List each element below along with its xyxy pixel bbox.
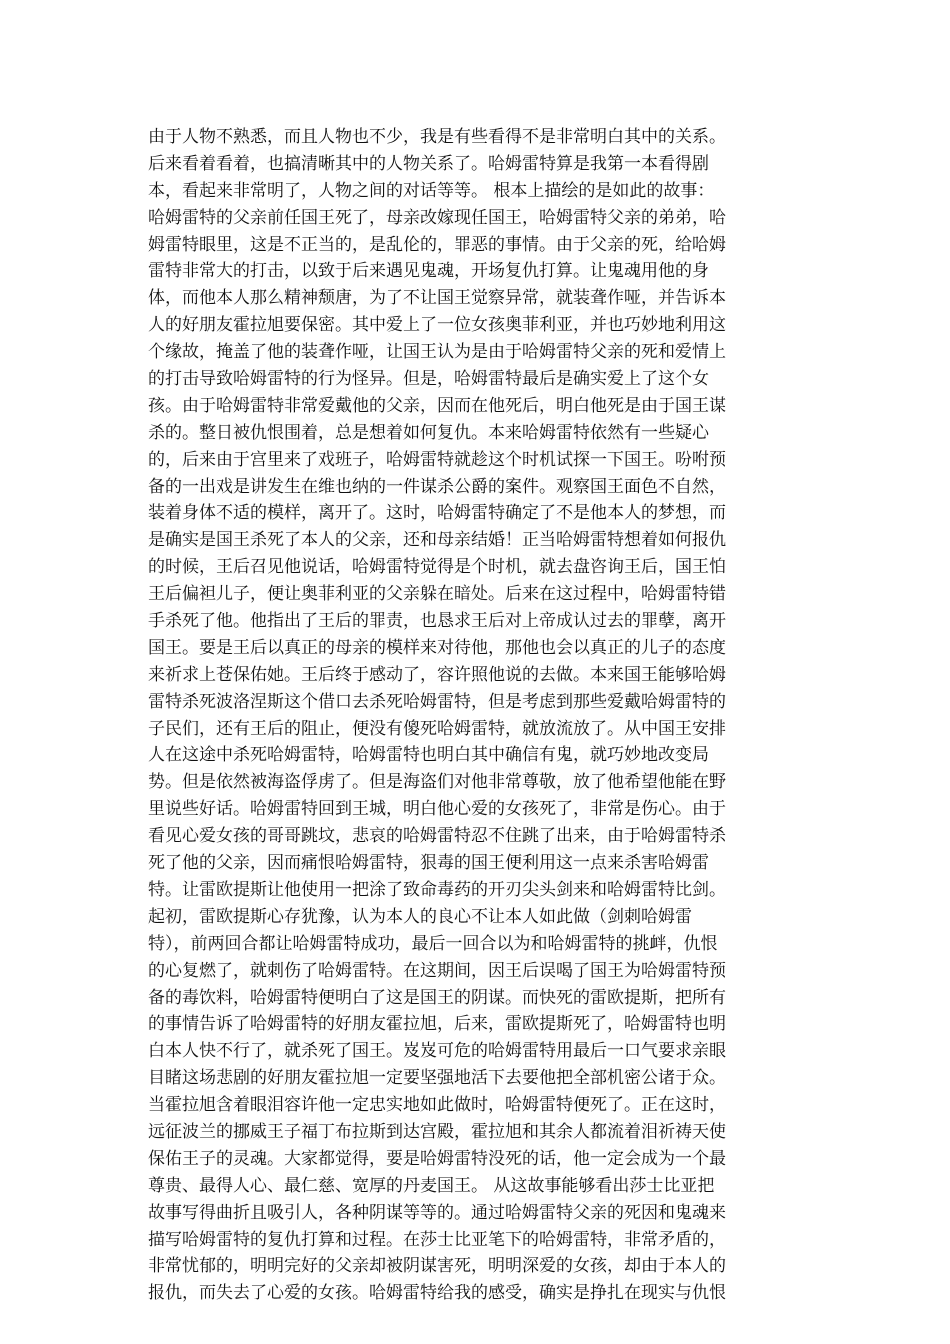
- text-line: 的时候，王后召见他说话，哈姆雷特觉得是个时机，就去盘咨询王后，国王怕: [148, 557, 726, 578]
- text-line: 描写哈姆雷特的复仇打算和过程。在莎士比亚笔下的哈姆雷特，非常矛盾的，: [148, 1229, 726, 1250]
- text-line: 孩。由于哈姆雷特非常爱戴他的父亲，因而在他死后，明白他死是由于国王谋: [148, 395, 726, 416]
- text-line: 本，看起来非常明了，人物之间的对话等等。 根本上描绘的是如此的故事：: [148, 180, 715, 201]
- text-line: 国王。要是王后以真正的母亲的模样来对待他，那他也会以真正的儿子的态度: [148, 637, 726, 658]
- text-line: 体，而他本人那么精神颓唐，为了不让国王觉察异常，就装聋作哑，并告诉本: [148, 288, 726, 309]
- text-line: 特。让雷欧提斯让他使用一把涂了致命毒药的开刃尖头剑来和哈姆雷特比剑。: [148, 879, 726, 900]
- text-line: 非常忧郁的，明明完好的父亲却被阴谋害死，明明深爱的女孩，却由于本人的: [148, 1256, 726, 1277]
- text-line: 报仇，而失去了心爱的女孩。哈姆雷特给我的感受，确实是挣扎在现实与仇恨: [148, 1283, 726, 1304]
- text-line: 子民们，还有王后的阻止，便没有傻死哈姆雷特，就放流放了。从中国王安排: [148, 718, 726, 739]
- text-line: 装着身体不适的模样，离开了。这时，哈姆雷特确定了不是他本人的梦想，而: [148, 503, 726, 524]
- text-line: 手杀死了他。他指出了王后的罪责，也恳求王后对上帝成认过去的罪孽，离开: [148, 611, 726, 632]
- text-line: 故事写得曲折且吸引人，各种阴谋等等的。通过哈姆雷特父亲的死因和鬼魂来: [148, 1202, 726, 1223]
- text-line: 特），前两回合都让哈姆雷特成功，最后一回合以为和哈姆雷特的挑衅，仇恨: [148, 933, 718, 954]
- body-text: [148, 124, 808, 1307]
- text-line: 势。但是依然被海盗俘虏了。但是海盗们对他非常尊敬，放了他希望他能在野: [148, 772, 726, 793]
- text-line: 后来看着看着，也搞清晰其中的人物关系了。哈姆雷特算是我第一本看得剧: [148, 153, 709, 174]
- text-line: 的心复燃了，就刺伤了哈姆雷特。在这期间，因王后误喝了国王为哈姆雷特预: [148, 960, 726, 981]
- text-line: 看见心爱女孩的哥哥跳坟，悲哀的哈姆雷特忍不住跳了出来，由于哈姆雷特杀: [148, 826, 726, 847]
- text-line: 里说些好话。哈姆雷特回到王城，明白他心爱的女孩死了，非常是伤心。由于: [148, 799, 726, 820]
- text-line: 人在这途中杀死哈姆雷特，哈姆雷特也明白其中确信有鬼，就巧妙地改变局: [148, 745, 709, 766]
- text-line: 起初，雷欧提斯心存犹豫，认为本人的良心不让本人如此做（剑刺哈姆雷: [148, 906, 692, 927]
- text-line: 当霍拉旭含着眼泪容许他一定忠实地如此做时，哈姆雷特便死了。正在这时，: [148, 1095, 726, 1116]
- text-line: 来祈求上苍保佑她。王后终于感动了，容许照他说的去做。本来国王能够哈姆: [148, 664, 726, 685]
- text-line: 是确实是国王杀死了本人的父亲，还和母亲结婚！正当哈姆雷特想着如何报仇: [148, 530, 726, 551]
- text-line: 由于人物不熟悉，而且人物也不少，我是有些看得不是非常明白其中的关系。: [148, 127, 726, 147]
- text-line: 备的一出戏是讲发生在维也纳的一件谋杀公爵的案件。观察国王面色不自然，: [148, 476, 726, 497]
- text-line: 目睹这场悲剧的好朋友霍拉旭一定要坚强地活下去要他把全部机密公诸于众。: [148, 1068, 726, 1089]
- text-line: 人的好朋友霍拉旭要保密。其中爱上了一位女孩奥菲利亚，并也巧妙地利用这: [148, 315, 726, 336]
- text-line: 死了他的父亲，因而痛恨哈姆雷特，狠毒的国王便利用这一点来杀害哈姆雷: [148, 853, 709, 874]
- text-line: 的，后来由于宫里来了戏班子，哈姆雷特就趁这个时机试探一下国王。吩咐预: [148, 449, 726, 470]
- text-line: 远征波兰的挪威王子福丁布拉斯到达宫殿，霍拉旭和其余人都流着泪祈祷天使: [148, 1121, 726, 1142]
- text-line: 个缘故，掩盖了他的装聋作哑，让国王认为是由于哈姆雷特父亲的死和爱情上: [148, 342, 726, 363]
- text-line: 保佑王子的灵魂。大家都觉得，要是哈姆雷特没死的话，他一定会成为一个最: [148, 1148, 726, 1169]
- text-line: 姆雷特眼里，这是不正当的，是乱伦的，罪恶的事情。由于父亲的死，给哈姆: [148, 234, 726, 255]
- text-line: 尊贵、最得人心、最仁慈、宽厚的丹麦国王。 从这故事能够看出莎士比亚把: [148, 1175, 715, 1196]
- text-line: 的打击导致哈姆雷特的行为怪异。但是，哈姆雷特最后是确实爱上了这个女: [148, 369, 709, 390]
- text-line: 雷特杀死波洛涅斯这个借口去杀死哈姆雷特，但是考虑到那些爱戴哈姆雷特的: [148, 691, 726, 712]
- text-line: 的事情告诉了哈姆雷特的好朋友霍拉旭，后来，雷欧提斯死了，哈姆雷特也明: [148, 1014, 726, 1035]
- text-line: 雷特非常大的打击，以致于后来遇见鬼魂，开场复仇打算。让鬼魂用他的身: [148, 261, 709, 282]
- text-line: 备的毒饮料，哈姆雷特便明白了这是国王的阴谋。而快死的雷欧提斯，把所有: [148, 987, 726, 1008]
- text-line: 哈姆雷特的父亲前任国王死了，母亲改嫁现任国王，哈姆雷特父亲的弟弟，哈: [148, 207, 726, 228]
- text-line: 杀的。整日被仇恨围着，总是想着如何复仇。本来哈姆雷特依然有一些疑心: [148, 422, 709, 443]
- text-line: 白本人快不行了，就杀死了国王。岌岌可危的哈姆雷特用最后一口气要求亲眼: [148, 1041, 726, 1062]
- text-line: 王后偏袒儿子，便让奥菲利亚的父亲躲在暗处。后来在这过程中，哈姆雷特错: [148, 584, 726, 605]
